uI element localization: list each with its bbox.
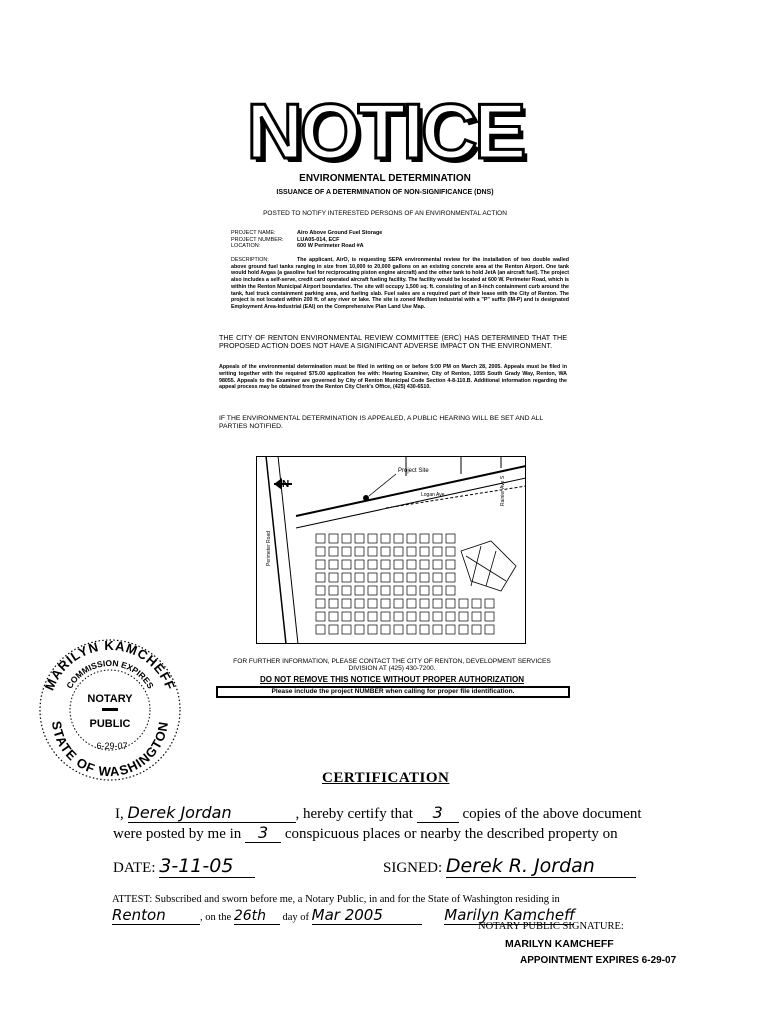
north-arrow-icon [274, 478, 292, 490]
places-count: 3 [245, 823, 281, 843]
project-name-row [231, 230, 571, 237]
certifier-signature: Derek R. Jordan [446, 855, 636, 878]
certifier-name: Derek Jordan [128, 803, 296, 823]
location-value: 600 W Perimeter Road #A [297, 243, 364, 250]
signed-line [383, 855, 636, 878]
certify-line-1 [115, 803, 642, 823]
residing-city: Renton [112, 906, 200, 925]
notary-signature: Marilyn Kamcheff [444, 906, 575, 924]
erc-determination: THE CITY OF RENTON ENVIRONMENTAL REVIEW COMMITTEE (ERC) HAS DETERMINED THAT THE PROPOSED ACTION DOES NOT HAVE A SIGNIFICANT ADVERSE IMPACT ON THE ENVIRONMENT. [219, 333, 567, 350]
attest-line-1: ATTEST: Subscribed and sworn before me, a Notary Public, in and for the State of Washington residing in [112, 894, 560, 905]
do-not-remove-warning: DO NOT REMOVE THIS NOTICE WITHOUT PROPER AUTHORIZATION [260, 675, 524, 684]
places-text: conspicuous places or nearby the described property on [284, 826, 618, 842]
copies-text: copies of the above document [462, 806, 642, 822]
seal-notary: NOTARY [87, 693, 133, 705]
vicinity-map [256, 456, 526, 644]
date-value: 3-11-05 [159, 855, 255, 878]
location-label: LOCATION: [231, 243, 261, 250]
map-label-rainier: Rainier Ave S [500, 475, 506, 506]
project-info [231, 230, 571, 250]
attest-on-the: , on the [200, 912, 232, 923]
svg-text:N: N [282, 479, 290, 490]
certify-i: I, [115, 806, 124, 822]
map-label-perimeter: Perimeter Road [266, 530, 272, 566]
issuance-heading: ISSUANCE OF A DETERMINATION OF NON-SIGNIFICANCE (DNS) [276, 189, 494, 196]
date-label: DATE: [113, 860, 156, 876]
notary-name-stamp: MARILYN KAMCHEFF [505, 938, 614, 950]
seal-date: 6-29-07 [96, 741, 128, 751]
attest-month-year: Mar 2005 [312, 906, 422, 925]
notary-seal [30, 628, 190, 788]
description-text: The applicant, AirO, is requesting SEPA environmental review for the installation of two double walled above ground fuel tanks ranging in size from 10,000 to 20,000 gallons on an existing concrete area at the Renton Airport. One tank would hold Avgas (a gasoline fuel for reciprocating piston engine aircraft) and the other tank to hold JetA (an aircraft fuel). The project also includes a self-serve, credit card operated aircraft fueling facility. The facility would be located at 600 W. Perimeter Road, which is within the Renton Municipal Airport boundaries. The site will occupy 1,500 sq. ft. consisting of an 8-inch containment curb around the tank, fuel truck containment parking area, and fueling slab. Fuel sales are a required part of their lease with the City of Renton. The project is not located within 200 ft. of any river or lake. The site is zoned Medium Industrial with a "P" suffix (IM-P) and is designated Employment Area-Industrial (EAI) on the Comprehensive Plan Land Use Map. [231, 257, 569, 310]
seal-name: MARILYN KAMCHEFF [41, 637, 179, 693]
date-line [113, 855, 255, 878]
project-site-marker [363, 495, 369, 501]
posted-text: were posted by me in [113, 826, 242, 842]
posted-line: POSTED TO NOTIFY INTERESTED PERSONS OF AN ENVIRONMENTAL ACTION [263, 210, 507, 217]
project-number-value: LUA05-014, ECF [297, 236, 340, 243]
project-number-label: PROJECT NUMBER: [231, 236, 284, 243]
certify-line-2 [113, 823, 618, 843]
file-id-banner: Please include the project NUMBER when calling for proper file identification. [216, 686, 570, 698]
certification-title: CERTIFICATION [322, 770, 450, 786]
description [231, 257, 569, 311]
contact-info: FOR FURTHER INFORMATION, PLEASE CONTACT THE CITY OF RENTON, DEVELOPMENT SERVICES DIVISION AT (425) 430-7200. [233, 658, 551, 673]
map-label-logan: Logan Ave [421, 492, 445, 498]
project-name-value: Airo Above Ground Fuel Storage [297, 230, 383, 236]
attest-day-of: day of [282, 912, 309, 923]
signed-label: SIGNED: [383, 860, 443, 876]
notice-title: NOTICE [246, 87, 524, 175]
seal-state: STATE OF WASHINGTON [48, 719, 172, 780]
description-label: DESCRIPTION: [231, 257, 269, 263]
project-number-row [231, 237, 571, 244]
notary-signature-label: NOTARY PUBLIC SIGNATURE: [478, 921, 624, 932]
appointment-expires-stamp: APPOINTMENT EXPIRES 6-29-07 [520, 955, 677, 966]
hearing-paragraph: IF THE ENVIRONMENTAL DETERMINATION IS APPEALED, A PUBLIC HEARING WILL BE SET AND ALL PARTIES NOTIFIED. [219, 415, 543, 430]
seal-public: PUBLIC [89, 718, 131, 730]
location-row [231, 243, 571, 250]
seal-commission: COMMISSION EXPIRES [64, 657, 156, 691]
attest-day: 26th [234, 908, 280, 925]
appeals-paragraph: Appeals of the environmental determination must be filed in writing on or before 5:00 PM on March 28, 2005. Appeals must be filed in writing together with the required $75.00 application fee with: Hearing Examiner, City of Renton, 1055 South Grady Way, Renton, WA 98055. Appeals to the Examiner are governed by City of Renton Municipal Code Section 4-8-110.B. Additional information regarding the appeal process may be obtained from the Renton City Clerk's Office, (425) 430-6510. [219, 364, 567, 391]
copies-count: 3 [417, 803, 459, 823]
certify-text: , hereby certify that [295, 806, 413, 822]
notice-subtitle: ENVIRONMENTAL DETERMINATION [299, 173, 471, 184]
project-name-label: PROJECT NAME: [231, 230, 276, 236]
map-label-site: Project Site [398, 468, 429, 474]
